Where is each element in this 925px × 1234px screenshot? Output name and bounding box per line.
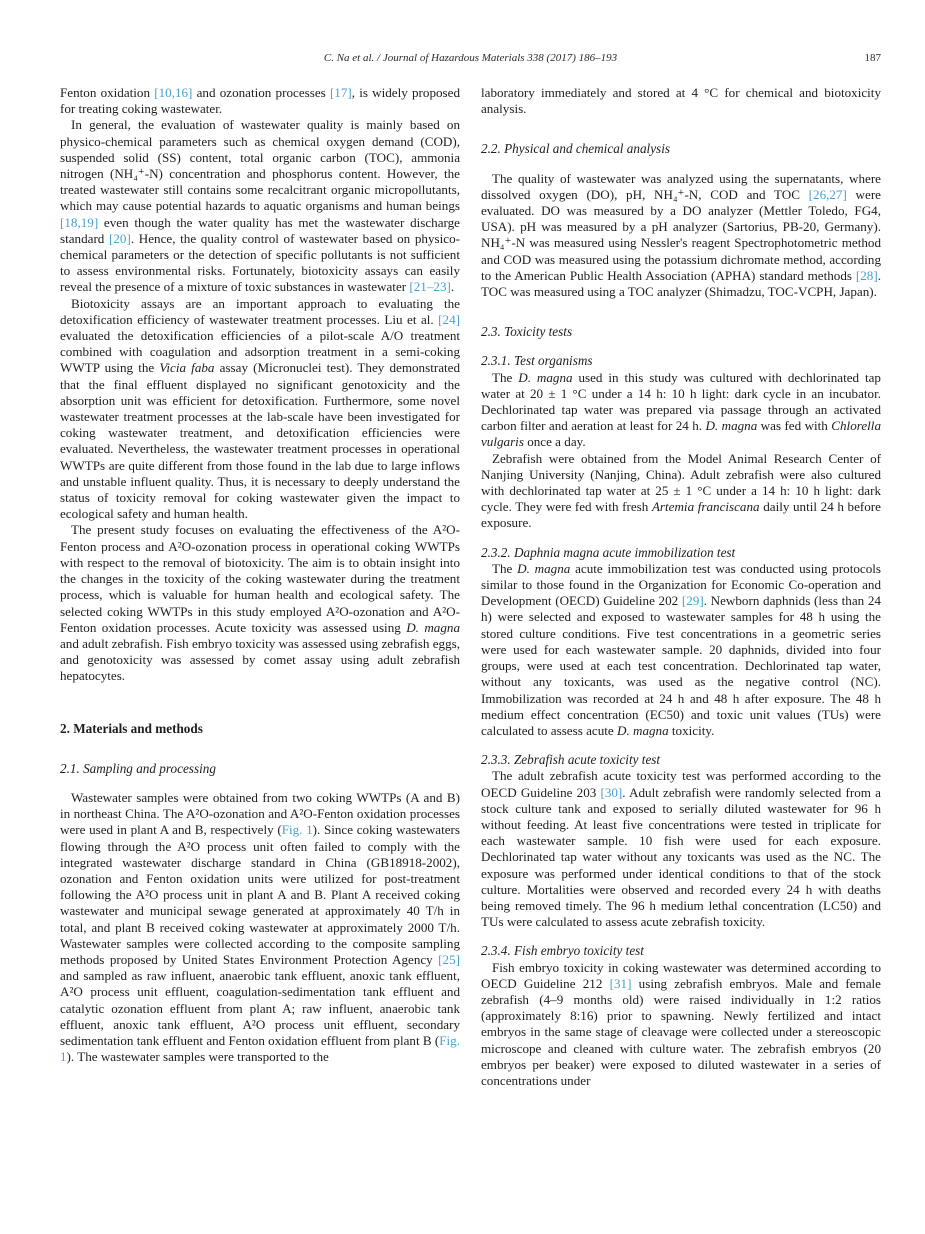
citation-link[interactable]: [18,19] xyxy=(60,214,99,230)
text-run: The xyxy=(492,560,518,576)
citation-link[interactable]: [24] xyxy=(438,311,460,327)
subsection-heading-toxicity-tests: 2.3. Toxicity tests xyxy=(481,324,573,340)
citation-link[interactable]: Fig. 1 xyxy=(281,822,313,838)
citation-link[interactable]: [29] xyxy=(681,593,704,609)
paragraph-present-study xyxy=(60,522,460,684)
paragraph-sampling xyxy=(60,790,460,1065)
text-run: The xyxy=(492,369,519,385)
text-run: D. magna xyxy=(406,619,460,635)
text-run: D. magna xyxy=(518,369,573,385)
subsubsection-heading-zebrafish-acute-toxicity-test: 2.3.3. Zebrafish acute toxicity test xyxy=(481,752,661,768)
citation-link[interactable]: [17] xyxy=(329,85,352,100)
text-run: evaluated the detoxification efficiencies of a pilot-scale A/O treatment combined with coagulation and adsorption treatment in a semi-coking WWTP using the xyxy=(60,328,460,376)
text-run: . TOC was measured using a TOC analyzer (Shimadzu, TOC-VCPH, Japan). xyxy=(481,267,881,300)
paragraph-water-quality-analysis xyxy=(481,171,881,301)
text-run: The adult zebrafish acute toxicity test was performed according to the OECD Guideline 203 xyxy=(481,768,881,800)
paragraph-fish-embryo-toxicity-test xyxy=(481,960,881,1090)
page-number: 187 xyxy=(864,52,881,64)
text-run: toxicity. xyxy=(668,722,715,738)
text-run: Fish embryo toxicity in coking wastewater was determined according to OECD Guideline 212 xyxy=(481,959,881,991)
text-run: ). Since coking wastewaters flowing through the A²O process unit often failed to comply with the integrated wastewater discharge standard in China (GB18918-2002), ozonation and Fenton oxidation units were utilized for post-treatment following the A²O process unit in plant A and B. Plant A received coking wastewater and municipal sewage generated at approximately 40 T/h in total, and plant B received coking wastewater at approximately 2000 T/h. Wastewater samples were collected according to the composite sampling methods proposed by United States Environment Protection Agency xyxy=(60,822,461,967)
text-run: Artemia franciscana xyxy=(651,499,760,515)
citation-link[interactable]: Fig. 1 xyxy=(60,1032,460,1065)
text-run: laboratory immediately and stored at 4 °C for chemical and biotoxicity analysis. xyxy=(481,85,881,117)
right-column xyxy=(481,85,881,1089)
paragraph-zebrafish-culture xyxy=(481,451,881,532)
paragraph-daphnia-immobilization-test xyxy=(481,561,881,739)
citation-link[interactable]: [21–23] xyxy=(409,279,451,295)
paragraph-wastewater-quality xyxy=(60,117,460,295)
paragraph-fenton-ozonation xyxy=(60,85,460,117)
paragraph-biotoxicity-assays xyxy=(60,296,460,523)
section-heading-materials-methods: 2. Materials and methods xyxy=(60,720,203,736)
citation-link[interactable]: [30] xyxy=(600,784,623,800)
text-run: was fed with xyxy=(757,418,832,434)
text-run: acute immobilization test was conducted using protocols similar to those found in the Organization for Economic Co-operation and Development (OECD) Guideline 202 xyxy=(481,560,881,609)
two-column-body xyxy=(60,85,881,1089)
text-run: and sampled as raw influent, anaerobic tank effluent, anoxic tank effluent, A²O process unit effluent, coagulation-sedimentation tank effluent and catalytic ozonation effluent from plant A; raw influent, anaerobic tank effluent, anoxic tank effluent, A²O process unit effluent, secondary sedimentation tank effluent and Fenton oxidation effluent from plant B ( xyxy=(60,968,460,1048)
text-run: Chlorella vulgaris xyxy=(481,418,881,450)
text-run: used in this study was cultured with dechlorinated tap water at 20 ± 1 °C under a 14 h: 10 h light: dark cycle in an incubator. Dechlorinated tap water was prepared via passage through an activated carbon filter and aeration at least for 24 h. xyxy=(481,369,881,434)
running-head: C. Na et al. / Journal of Hazardous Materials 338 (2017) 186–193 xyxy=(323,52,618,64)
text-run: . Adult zebrafish were randomly selected from a stock culture tank and exposed to serially diluted wastewater for 96 h without feeding. At least five concentrations were tested in triplicate for each wastewater sample. 10 fish were used for each exposure. Dechlorinated tap water without any toxicants was used as the NC. The exposure was performed under identical conditions to that of the stock culture. Mortalities were observed and recorded every 24 h with deaths being removed timely. The 96 h medium lethal concentration (LC50) and TUs were calculated to assess acute zebrafish toxicity. xyxy=(481,784,881,930)
text-run: using zebrafish embryos. Male and female zebrafish (4–9 months old) were raised individually in 1:2 ratios (approximately 8:16) prior to spawning. Newly fertilized and intact embryos in the same stage of cleavage were collected under a stereoscopic microscope and cleaned with culture water. The zebrafish embryos (20 embryos per beaker) were exposed to diluted wastewater in a series of concentrations under xyxy=(481,975,881,1088)
paragraph-dmagna-culture xyxy=(481,370,881,451)
text-run: were evaluated. DO was measured by a DO analyzer (Mettler Toledo, FG4, USA). pH was measured by a pH analyzer (Sartorius, PB-20, Germany). NH₄⁺-N was measured using Nessler's reagent Spectrophotometric method and COD was measured using the potassium dichromate method, according to the American Public Health Association (APHA) standard methods xyxy=(481,186,881,283)
text-run: Wastewater samples were obtained from two coking WWTPs (A and B) in northeast China. The A²O-ozonation and A²O-Fenton oxidation processes were used in plant A and B, respectively ( xyxy=(60,789,460,838)
text-run: In general, the evaluation of wastewater quality is mainly based on physico-chemical parameters such as chemical oxygen demand (COD), suspended solid (SS) content, total organic carbon (TOC), ammonia nitrogen (NH₄⁺-N) concentration and phosphorus content. However, the treated wastewater still contains some recalcitrant organic micropollutants, which may cause potential hazards to aquatic organisms and human beings xyxy=(60,117,460,214)
citation-link[interactable]: [25] xyxy=(438,951,460,967)
text-run: Biotoxicity assays are an important approach to evaluating the detoxification efficiency of wastewater treatment processes. Liu et al. xyxy=(60,295,460,327)
text-run: assay (Micronuclei test). They demonstrated that the final effluent displayed no significant genotoxicity and the absorption unit was efficient for detoxification. Furthermore, some novel wastewater treatment processes at the lab-scale have been investigated for coking wastewater treatment, and detoxification efficiencies were evaluated. Nevertheless, the wastewater treatment processes in operational WWTPs are quite different from those found in the lab due to large inflows and unstable influent quality. Thus, it is necessary to deeply understand the status of toxicity removal for coking wastewater given the impact to ecological safety and human health. xyxy=(60,360,460,522)
text-run: , is widely proposed for treating coking wastewater. xyxy=(60,85,461,117)
text-run: Fenton oxidation xyxy=(60,85,155,100)
text-run: Zebrafish were obtained from the Model Animal Research Center of Nanjing University (Nanjing, China). Adult zebrafish were also cultured with dechlorinated tap water at 25 ± 1 °C under a 14 h: 10 h light: dark cycle. They were fed with fresh xyxy=(481,450,881,515)
text-run: . Hence, the quality control of wastewater based on physico-chemical parameters or the detection of specific pollutants is not sufficient to assess environmental risks. Fortunately, biotoxicity assays can easily reveal the presence of a mixture of toxic substances in wastewater xyxy=(60,230,460,295)
subsubsection-heading-test-organisms: 2.3.1. Test organisms xyxy=(481,353,593,369)
left-column xyxy=(60,85,460,1089)
subsection-heading-sampling-processing: 2.1. Sampling and processing xyxy=(60,760,216,776)
page-header xyxy=(60,52,881,65)
subsubsection-heading-fish-embryo-toxicity-test: 2.3.4. Fish embryo toxicity test xyxy=(481,943,644,959)
text-run: . xyxy=(450,279,455,295)
subsubsection-heading-daphnia-immobilization-test: 2.3.2. Daphnia magna acute immobilization test xyxy=(481,544,736,560)
text-run: Vicia faba xyxy=(159,360,215,376)
text-run: daily until 24 h before exposure. xyxy=(481,499,881,531)
text-run: . Newborn daphnids (less than 24 h) were selected and exposed to wastewater samples for 48 h using the stored culture conditions. Five test concentrations in a geometric series were used for each wastewater sample. 20 daphnids, divided into four groups, were used at each test concentration. Dechlorinated tap water, without any toxicants, was used as the negative control (NC). Immobilization was recorded at 24 h and 48 h after exposure. The 48 h medium effect concentration (EC50) and toxic unit values (TUs) were calculated to assess acute xyxy=(481,593,881,738)
paragraph-laboratory-storage xyxy=(481,85,881,117)
citation-link[interactable]: [28] xyxy=(855,267,878,283)
text-run: The quality of wastewater was analyzed using the supernatants, where dissolved oxygen (DO), pH, NH₄⁺-N, COD and TOC xyxy=(481,170,881,202)
text-run: D. magna xyxy=(616,722,669,738)
text-run: once a day. xyxy=(523,434,586,450)
citation-link[interactable]: [10,16] xyxy=(154,85,193,100)
paragraph-zebrafish-acute-toxicity-test xyxy=(481,768,881,930)
subsection-heading-physical-chemical-analysis: 2.2. Physical and chemical analysis xyxy=(481,141,670,157)
text-run: ). The wastewater samples were transported to the xyxy=(66,1049,329,1065)
text-run: even though the water quality has met the wastewater discharge standard xyxy=(60,214,460,246)
text-run: The present study focuses on evaluating the effectiveness of the A²O-Fenton process and A²O-ozonation process in operational coking WWTPs with respect to the removal of biotoxicity. The aim is to obtain insight into the changes in the toxicity of the coking wastewater during the treatment process, which is valuable for human health and ecological safety. The selected coking WWTPs in this study employed A²O-ozonation and A²O-Fenton oxidation processes. Acute toxicity was assessed using xyxy=(60,522,460,635)
text-run: D. magna xyxy=(705,418,758,434)
text-run: and ozonation processes xyxy=(192,85,330,100)
citation-link[interactable]: [26,27] xyxy=(808,186,847,202)
citation-link[interactable]: [20] xyxy=(109,230,131,246)
text-run: D. magna xyxy=(517,560,571,576)
text-run: and adult zebrafish. Fish embryo toxicity was assessed using zebrafish eggs, and genotoxicity was assessed by comet assay using adult zebrafish hepatocytes. xyxy=(60,635,460,684)
citation-link[interactable]: [31] xyxy=(609,975,632,991)
